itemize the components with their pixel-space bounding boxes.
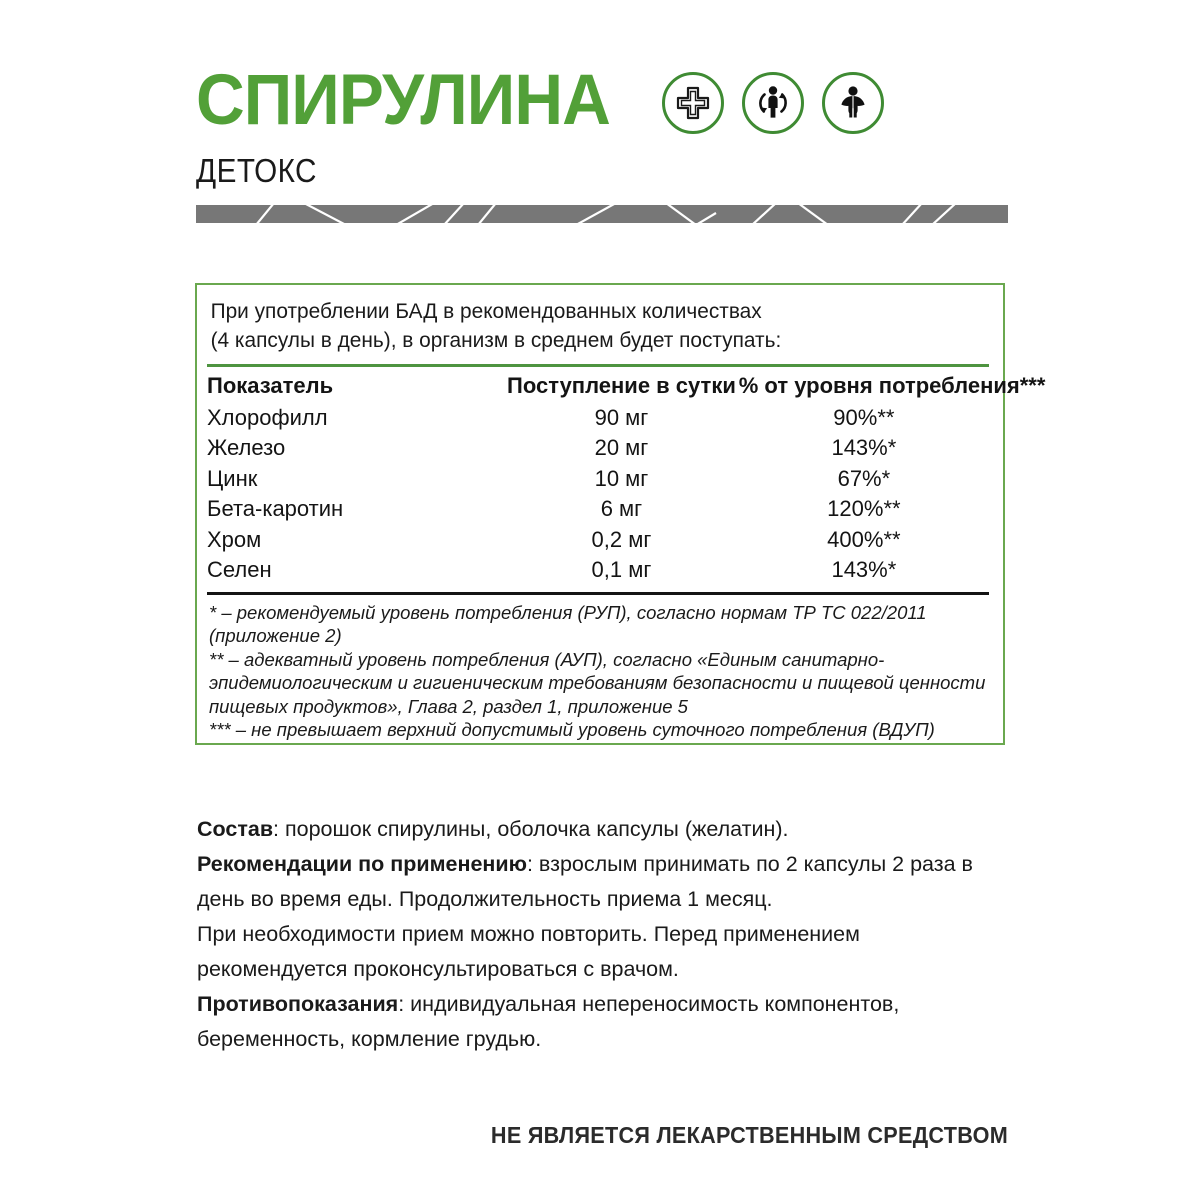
- page-title: СПИРУЛИНА: [196, 61, 610, 140]
- nutrition-intro-line-2: (4 капсулы в день), в организм в среднем будет поступать:: [210, 328, 782, 352]
- title-row: [196, 62, 1008, 140]
- column-header-daily-intake: Поступление в сутки: [507, 373, 736, 398]
- footnote-triple-star: *** – не превышает верхний допустимый уровень суточного потребления (ВДУП): [209, 719, 935, 740]
- nutrient-dose: 20 мг: [594, 435, 649, 460]
- medical-cross-icon: [662, 72, 724, 134]
- nutrient-dose: 6 мг: [600, 496, 643, 521]
- nutrient-dose: 90 мг: [594, 404, 649, 430]
- table-row: [207, 403, 989, 434]
- column-header-percent: % от уровня потребления***: [738, 373, 1046, 398]
- contraindications-paragraph: [197, 987, 997, 1057]
- badge-group: [662, 72, 884, 134]
- nutrient-name: Железо: [207, 435, 286, 460]
- usage-label: Рекомендации по применению: [197, 852, 527, 876]
- table-row: [207, 433, 989, 464]
- product-details: [197, 812, 997, 1057]
- nutrient-name: Хром: [207, 526, 262, 552]
- nutrition-table: [207, 367, 1046, 586]
- nutrition-intro: [197, 285, 979, 355]
- table-header-row: [207, 367, 989, 403]
- composition-text: : порошок спирулины, оболочка капсулы (желатин).: [273, 817, 789, 841]
- metabolism-person-icon: [742, 72, 804, 134]
- usage-paragraph: [197, 847, 997, 917]
- composition-paragraph: [197, 812, 997, 847]
- product-subtitle: ДЕТОКС: [196, 152, 317, 189]
- nutrient-name: Хлорофилл: [207, 404, 328, 430]
- nutrition-facts-box: [195, 283, 1046, 745]
- column-header-indicator: Показатель: [207, 373, 334, 398]
- table-row: [207, 494, 989, 525]
- composition-label: Состав: [197, 817, 274, 841]
- nutrient-dose: 0,2 мг: [591, 526, 652, 552]
- footnote-single-star: * – рекомендуемый уровень потребления (РУП), согласно нормам ТР ТС 022/2011 (приложение 2): [209, 601, 927, 646]
- nutrient-name: Селен: [207, 557, 272, 582]
- nutrient-name: Бета-каротин: [207, 496, 344, 521]
- nutrient-percent: 143%*: [831, 557, 897, 582]
- table-row: [207, 464, 989, 495]
- decorative-stripe-band: [196, 205, 1008, 223]
- usage-extra-paragraph: При необходимости прием можно повторить. Перед применением рекомендуется проконсультироваться с врачом.: [197, 922, 860, 981]
- footnotes: [197, 595, 1003, 742]
- nutrition-intro-line-1: При употреблении БАД в рекомендованных количествах: [210, 299, 762, 323]
- footnote-double-star: ** – адекватный уровень потребления (АУП), согласно «Единым санитарно-эпидемиологическим и гигиеническим требованиям безопасности и пищевой ценности пищевых продуктов», Глава 2, раздел 1, приложение 5: [209, 648, 986, 717]
- nutrient-percent: 67%*: [837, 465, 891, 491]
- nutrient-percent: 120%**: [827, 496, 901, 521]
- table-row: [207, 525, 989, 556]
- contraindications-text: : индивидуальная непереносимость компонентов, беременность, кормление грудью.: [197, 992, 900, 1051]
- product-header: [196, 62, 1008, 190]
- not-a-medicine-disclaimer: НЕ ЯВЛЯЕТСЯ ЛЕКАРСТВЕННЫМ СРЕДСТВОМ: [490, 1122, 1009, 1148]
- nutrient-percent: 90%**: [833, 404, 895, 430]
- usage-text: : взрослым принимать по 2 капсулы 2 раза в день во время еды. Продолжительность приема 1 месяц.: [197, 852, 973, 911]
- nutrient-name: Цинк: [207, 465, 258, 491]
- nutrient-dose: 10 мг: [594, 465, 649, 491]
- nutrient-percent: 400%**: [827, 526, 901, 552]
- table-row: [207, 555, 989, 586]
- contraindications-label: Противопоказания: [197, 992, 399, 1016]
- immunity-person-icon: [822, 72, 884, 134]
- nutrient-dose: 0,1 мг: [591, 557, 652, 582]
- nutrient-percent: 143%*: [831, 435, 897, 460]
